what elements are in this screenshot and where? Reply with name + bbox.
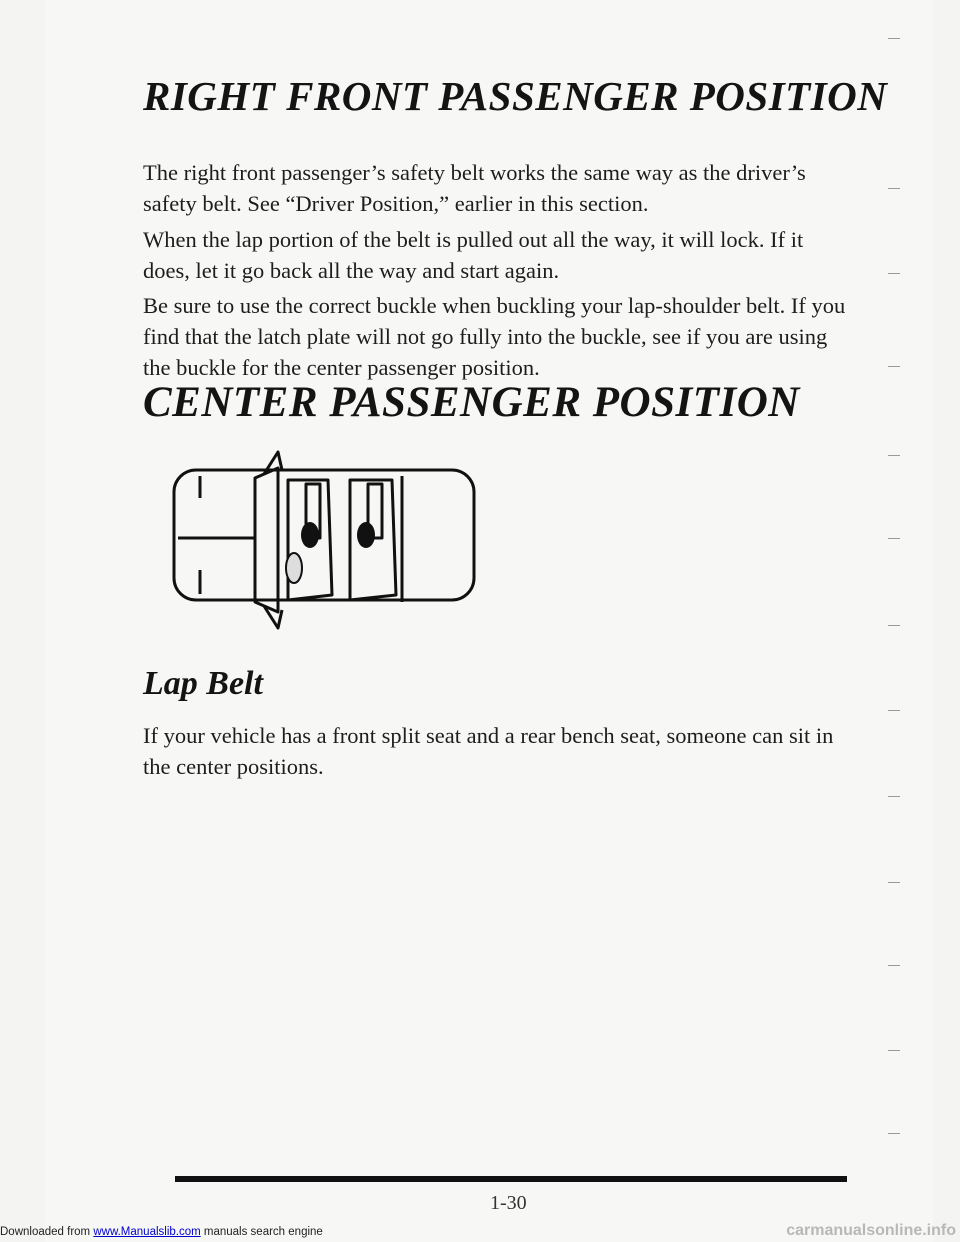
margin-tick — [888, 455, 900, 456]
page-number: 1-30 — [490, 1192, 527, 1214]
margin-tick — [888, 538, 900, 539]
footer-suffix: manuals search engine — [200, 1226, 323, 1238]
margin-tick — [888, 188, 900, 189]
margin-tick — [888, 882, 900, 883]
paragraph-lap-belt: If your vehicle has a front split seat and a rear bench seat, someone can sit in the center positions. — [143, 723, 834, 779]
margin-tick — [888, 1133, 900, 1134]
paragraph-right-front-1: The right front passenger’s safety belt works the same way as the driver’s safety belt. See “Driver Position,” earlier in this section. — [143, 160, 806, 216]
margin-tick — [888, 625, 900, 626]
manualslib-link[interactable]: www.Manualslib.com — [93, 1226, 201, 1238]
footer-prefix: Downloaded from — [0, 1226, 94, 1238]
download-footer — [0, 1226, 323, 1238]
heading-center-passenger: CENTER PASSENGER POSITION — [143, 379, 800, 426]
car-seating-diagram — [170, 440, 482, 640]
subheading-lap-belt: Lap Belt — [143, 665, 263, 702]
margin-tick — [888, 710, 900, 711]
paragraph-right-front-3: Be sure to use the correct buckle when buckling your lap-shoulder belt. If you find that the latch plate will not go fully into the buckle, see if you are using the buckle for the center passenger position. — [143, 293, 846, 380]
heading-right-front-passenger: RIGHT FRONT PASSENGER POSITION — [143, 73, 888, 119]
margin-tick — [888, 366, 900, 367]
margin-tick — [888, 38, 900, 39]
paragraph-right-front-2: When the lap portion of the belt is pulled out all the way, it will lock. If it does, let it go back all the way and start again. — [143, 227, 804, 283]
margin-tick — [888, 273, 900, 274]
margin-tick — [888, 796, 900, 797]
footer-rule — [175, 1176, 847, 1182]
margin-tick — [888, 1050, 900, 1051]
watermark: carmanualsonline.info — [786, 1222, 956, 1239]
margin-tick — [888, 965, 900, 966]
